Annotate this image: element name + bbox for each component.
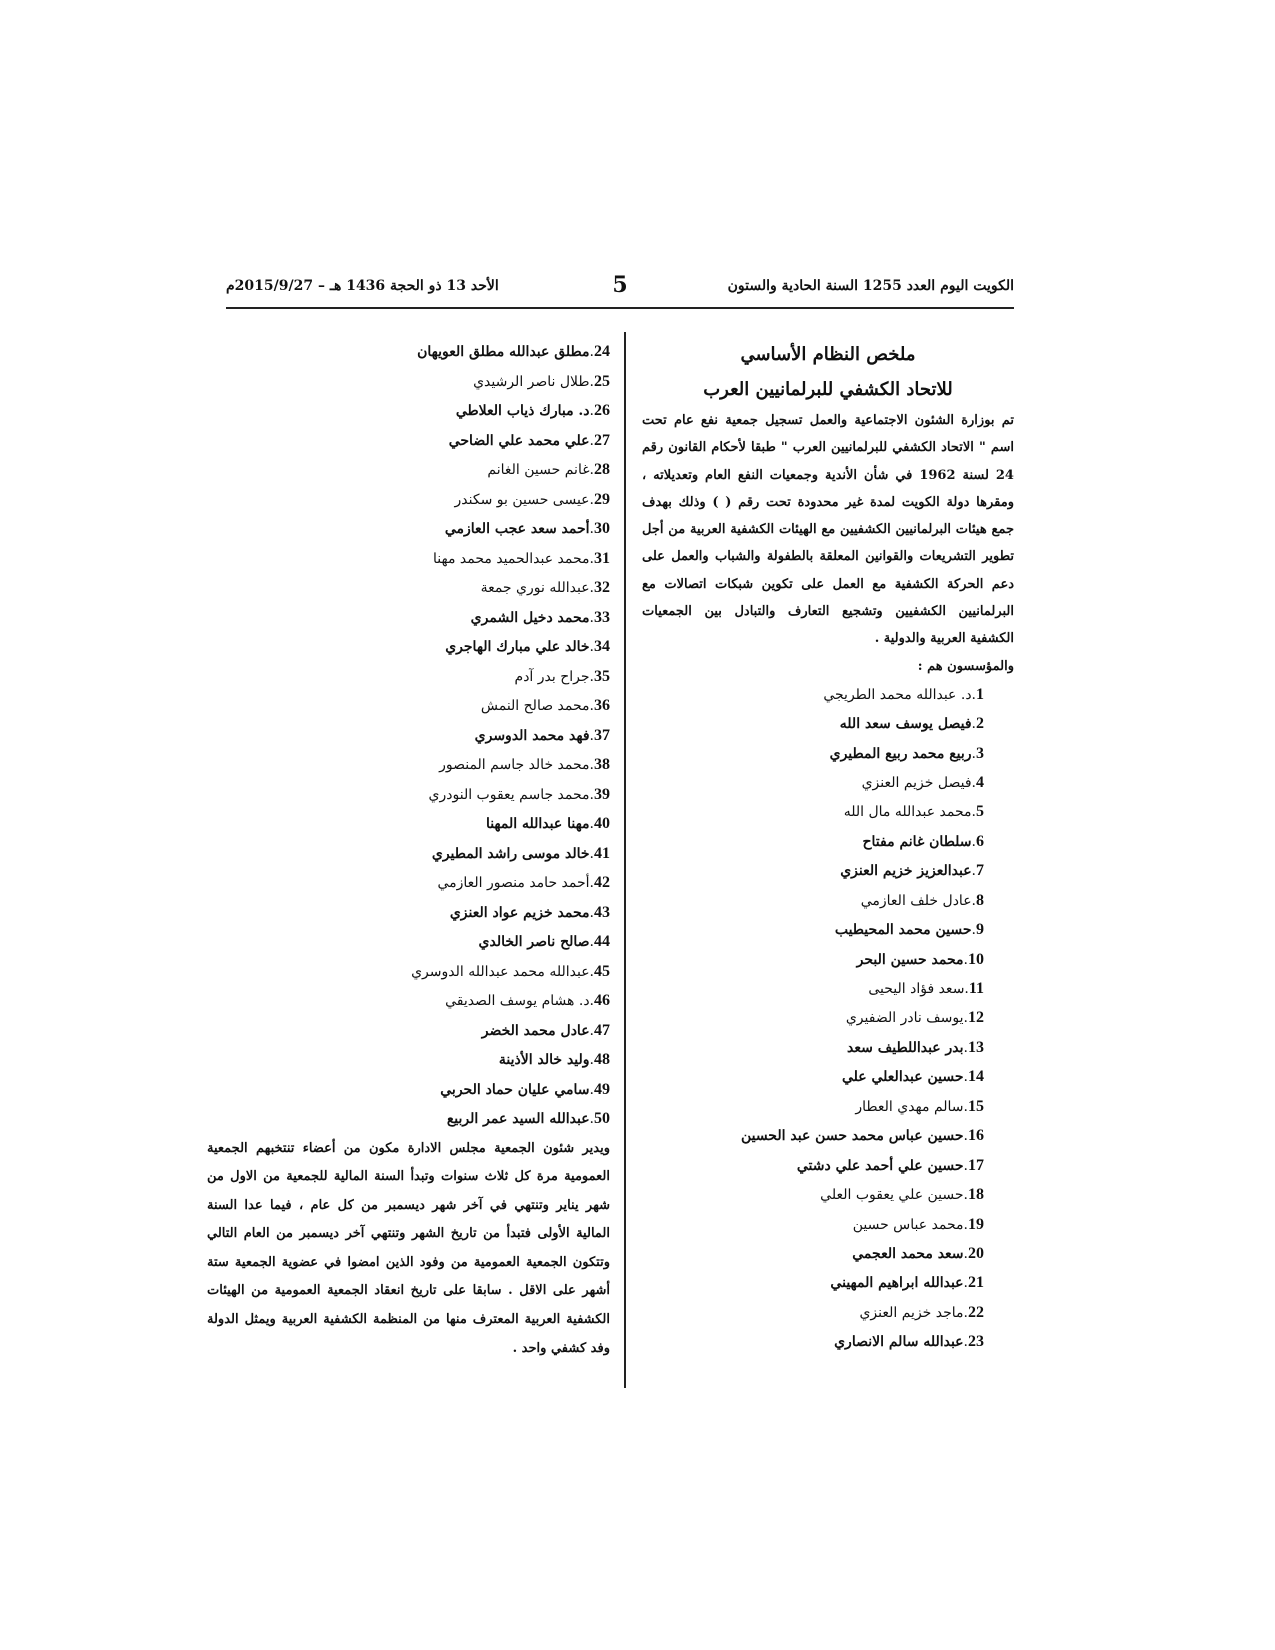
founder-number: 18: [968, 1186, 984, 1204]
founder-name: عبدالله السيد عمر الربيع: [446, 1111, 590, 1127]
founders-list-part-2: [207, 337, 610, 1134]
founder-item: [207, 396, 610, 426]
founder-item: [642, 1033, 1014, 1062]
founder-separator: .: [589, 1111, 594, 1127]
founder-separator: .: [971, 863, 976, 880]
founder-item: [207, 426, 610, 456]
founder-separator: .: [963, 1128, 968, 1145]
founder-name: حسين علي أحمد علي دشتي: [796, 1157, 964, 1174]
left-column: [207, 337, 610, 1363]
founder-name: خالد موسى راشد المطيري: [431, 845, 590, 862]
founder-item: [207, 927, 610, 957]
founder-name: سامي عليان حماد الحربي: [440, 1081, 590, 1098]
founder-item: [207, 1104, 610, 1134]
founder-separator: .: [971, 716, 976, 733]
founder-separator: .: [589, 757, 594, 773]
founder-name: محمد جاسم يعقوب النودري: [428, 786, 590, 803]
founder-name: عيسى حسين بو سكندر: [454, 491, 590, 508]
founder-item: [207, 780, 610, 810]
founder-item: [642, 1298, 1014, 1327]
founder-name: فهد محمد الدوسري: [474, 727, 590, 744]
closing-paragraph: ويدير شئون الجمعية مجلس الادارة مكون من أعضاء تنتخبهم الجمعية العمومية مرة كل ثلاث سنوات وتبدأ السنة المالية للجمعية من الاول من شهر يناير وتنتهي في آخر شهر ديسمبر من كل عام ، فيما عدا السنة المالية الأولى فتبدأ من تاريخ الشهر وتنتهي آخر ديسمبر من العام التالي وتتكون الجمعية العمومية من وفود الذين امضوا في عضوية الجمعية ستة أشهر على الاقل . سابقا على تاريخ انعقاد الجمعية العمومية من الهيئات الكشفية العربية المعترف منها من المنظمة الكشفية العربية ويمثل الدولة وفد كشفي واحد .: [207, 1140, 610, 1356]
founder-item: [642, 739, 1014, 768]
founder-name: خالد علي مبارك الهاجري: [445, 639, 590, 655]
founder-item: [207, 455, 610, 485]
founder-item: [642, 680, 1014, 709]
founder-item: [207, 986, 610, 1016]
founder-number: 25: [594, 372, 610, 390]
founder-number: 19: [968, 1215, 984, 1233]
founder-number: 46: [594, 992, 610, 1009]
founder-item: [207, 1075, 610, 1105]
founder-item: [642, 1121, 1014, 1150]
founder-item: [207, 750, 610, 780]
founder-separator: .: [589, 993, 594, 1009]
founder-name: أحمد حامد منصور العازمي: [437, 875, 590, 891]
founder-separator: .: [971, 892, 976, 909]
founder-name: عبدالله نوري جمعة: [480, 580, 590, 596]
founder-name: حسين عبدالعلي علي: [841, 1069, 964, 1086]
founder-name: محمد صالح النمش: [480, 698, 590, 714]
founder-number: 11: [968, 980, 984, 998]
founder-name: ماجد خزيم العنزي: [859, 1304, 964, 1321]
founder-separator: .: [971, 745, 976, 762]
founder-item: [207, 367, 610, 397]
founder-separator: .: [971, 804, 976, 821]
founder-name: أحمد سعد عجب العازمي: [444, 521, 590, 537]
founder-separator: .: [963, 1010, 968, 1027]
founder-item: [207, 1016, 610, 1046]
founder-item: [642, 1239, 1014, 1268]
founder-separator: .: [971, 922, 976, 939]
founder-number: 3: [976, 744, 984, 762]
founder-number: 40: [594, 815, 610, 832]
founder-item: [642, 1210, 1014, 1239]
founder-name: يوسف نادر الضفيري: [845, 1010, 964, 1027]
founder-number: 20: [968, 1244, 984, 1262]
founder-item: [207, 544, 610, 574]
article-title: ملخص النظام الأساسي: [740, 344, 916, 365]
founder-item: [207, 721, 610, 751]
founder-separator: .: [589, 550, 594, 567]
founder-number: 42: [594, 874, 610, 891]
founder-item: [207, 1045, 610, 1075]
founder-separator: .: [963, 1098, 968, 1115]
founder-separator: .: [589, 639, 594, 655]
founder-item: [207, 485, 610, 515]
issue-date: الأحد 13 ذو الحجة 1436 هـ – 2015/9/27م: [226, 278, 499, 294]
founder-name: عبدالله ابراهيم المهيني: [830, 1275, 964, 1292]
founder-number: 45: [594, 962, 610, 980]
founder-number: 49: [594, 1080, 610, 1098]
founder-separator: .: [964, 981, 969, 998]
founder-separator: .: [589, 1081, 594, 1098]
founder-separator: .: [963, 951, 968, 968]
founder-number: 39: [594, 785, 610, 803]
founder-name: عادل خلف العازمي: [860, 892, 972, 909]
founder-name: عادل محمد الخضر: [481, 1022, 590, 1039]
founder-item: [207, 603, 610, 633]
founder-separator: .: [589, 668, 594, 685]
founder-name: حسين محمد المحيطيب: [834, 922, 972, 939]
founder-number: 17: [968, 1156, 984, 1174]
founder-separator: .: [963, 1304, 968, 1321]
founder-separator: .: [963, 1216, 968, 1233]
founder-name: صالح ناصر الخالدي: [478, 934, 590, 950]
founder-number: 26: [594, 402, 610, 419]
founder-item: [207, 514, 610, 544]
founder-item: [207, 337, 610, 367]
founder-item: [642, 974, 1014, 1003]
founder-separator: .: [589, 963, 594, 980]
founder-number: 44: [594, 933, 610, 950]
founder-item: [642, 945, 1014, 974]
founder-name: سلطان غانم مفتاح: [862, 833, 972, 850]
founder-name: سالم مهدي العطار: [855, 1098, 964, 1115]
founder-separator: .: [963, 1245, 968, 1262]
founder-separator: .: [589, 344, 594, 360]
founder-name: محمد عباس حسين: [852, 1216, 964, 1233]
founder-name: علي محمد علي الضاحي: [448, 432, 590, 449]
founder-number: 1: [976, 685, 984, 703]
founder-separator: .: [589, 491, 594, 508]
founder-number: 34: [594, 638, 610, 655]
founder-separator: .: [589, 934, 594, 950]
founder-number: 2: [976, 715, 984, 733]
founder-separator: .: [589, 875, 594, 891]
intro-paragraph: تم بوزارة الشئون الاجتماعية والعمل تسجيل جمعية نفع عام تحت اسم " الاتحاد الكشفي للبرلمانيين العرب " طبقا لأحكام القانون رقم 24 لسنة 1962 في شأن الأندية وجمعيات النفع العام وتعديلاته ، ومقرها دولة الكويت لمدة غير محدودة تحت رقم ( ) وذلك بهدف جمع هيئات البرلمانيين الكشفيين مع الهيئات الكشفية العربية من أجل تطوير التشريعات والقوانين المعلقة بالطفولة والشباب والعمل على دعم الحركة الكشفية مع العمل على تكوين شبكات اتصالات مع البرلمانيين الكشفيين وتشجيع التعارف والتبادل بين الجمعيات الكشفية العربية والدولية .: [642, 413, 1014, 647]
founder-item: [642, 915, 1014, 944]
founder-separator: .: [963, 1334, 968, 1351]
founder-number: 22: [968, 1303, 984, 1321]
founder-number: 31: [594, 549, 610, 567]
founder-name: طلال ناصر الرشيدي: [473, 373, 590, 390]
founder-number: 23: [968, 1333, 984, 1351]
founder-separator: .: [971, 686, 976, 703]
founder-separator: .: [589, 462, 594, 478]
founder-item: [207, 957, 610, 987]
founder-separator: .: [971, 833, 976, 850]
founder-number: 13: [968, 1038, 984, 1056]
founder-item: [207, 868, 610, 898]
founder-name: مهنا عبدالله المهنا: [485, 816, 590, 832]
founder-number: 35: [594, 667, 610, 685]
founder-item: [207, 632, 610, 662]
founder-number: 10: [968, 950, 984, 968]
column-divider: [624, 332, 626, 1388]
founder-name: د. مبارك ذياب العلاطي: [455, 403, 590, 419]
founder-name: فيصل يوسف سعد الله: [839, 716, 972, 733]
founder-name: محمد عبدالله مال الله: [843, 804, 972, 821]
article-subtitle: للاتحاد الكشفي للبرلمانيين العرب: [703, 379, 953, 400]
founder-number: 8: [976, 891, 984, 909]
founder-separator: .: [971, 774, 976, 791]
founder-separator: .: [589, 432, 594, 449]
founder-item: [642, 1062, 1014, 1091]
founder-separator: .: [589, 373, 594, 390]
founder-separator: .: [589, 580, 594, 596]
header-rule: [226, 307, 1014, 309]
founder-number: 6: [976, 832, 984, 850]
founder-item: [207, 898, 610, 928]
founder-number: 43: [594, 903, 610, 921]
founder-name: جراح بدر آدم: [514, 668, 590, 685]
founder-name: محمد عبدالحميد محمد مهنا: [433, 550, 590, 567]
founder-item: [642, 886, 1014, 915]
founder-item: [642, 856, 1014, 885]
issue-info: الكويت اليوم العدد 1255 السنة الحادية والستون: [727, 278, 1014, 294]
founder-number: 36: [594, 697, 610, 714]
founder-name: محمد دخيل الشمري: [470, 609, 590, 626]
founder-number: 28: [594, 461, 610, 478]
founder-item: [207, 839, 610, 869]
founder-item: [642, 1180, 1014, 1209]
founder-separator: .: [589, 904, 594, 921]
founder-number: 5: [976, 803, 984, 821]
founder-item: [207, 573, 610, 603]
founder-separator: .: [589, 727, 594, 744]
founder-separator: .: [963, 1187, 968, 1204]
founder-name: غانم حسين الغانم: [487, 462, 590, 478]
founder-number: 4: [976, 773, 984, 791]
founder-separator: .: [589, 845, 594, 862]
founder-separator: .: [589, 786, 594, 803]
page-number: 5: [612, 272, 628, 298]
founder-name: حسين عباس محمد حسن عبد الحسين: [740, 1128, 964, 1145]
founder-number: 37: [594, 726, 610, 744]
founder-name: بدر عبداللطيف سعد: [847, 1039, 964, 1056]
founder-number: 9: [976, 921, 984, 939]
founder-separator: .: [589, 1052, 594, 1068]
founder-item: [642, 827, 1014, 856]
founder-number: 14: [968, 1068, 984, 1086]
founder-name: محمد خالد جاسم المنصور: [439, 757, 590, 773]
founder-number: 12: [968, 1009, 984, 1027]
founder-item: [642, 709, 1014, 738]
founder-number: 47: [594, 1021, 610, 1039]
founder-separator: .: [963, 1039, 968, 1056]
founder-item: [642, 768, 1014, 797]
founder-number: 21: [968, 1274, 984, 1292]
page-header: [226, 274, 1014, 302]
founder-item: [207, 691, 610, 721]
founder-name: فيصل خزيم العنزي: [861, 774, 972, 791]
founder-separator: .: [589, 1022, 594, 1039]
founder-number: 38: [594, 756, 610, 773]
founder-number: 27: [594, 431, 610, 449]
founder-number: 50: [594, 1110, 610, 1127]
founder-item: [207, 809, 610, 839]
founder-number: 48: [594, 1051, 610, 1068]
founder-separator: .: [963, 1069, 968, 1086]
founder-name: سعد محمد العجمي: [852, 1245, 964, 1262]
founder-separator: .: [589, 698, 594, 714]
founder-item: [642, 1327, 1014, 1356]
founder-name: عبدالله محمد عبدالله الدوسري: [411, 963, 590, 980]
founder-number: 15: [968, 1097, 984, 1115]
founder-separator: .: [963, 1157, 968, 1174]
founder-number: 33: [594, 608, 610, 626]
founder-number: 24: [594, 343, 610, 360]
founder-name: عبدالله سالم الانصاري: [834, 1334, 964, 1351]
founder-name: حسين علي يعقوب العلي: [820, 1187, 964, 1204]
founder-name: ربيع محمد ربيع المطيري: [829, 745, 972, 762]
founder-separator: .: [589, 609, 594, 626]
founder-number: 29: [594, 490, 610, 508]
founder-item: [642, 1268, 1014, 1297]
founder-name: سعد فؤاد اليحيى: [868, 981, 965, 998]
founder-name: عبدالعزيز خزيم العنزي: [840, 863, 972, 880]
founder-number: 32: [594, 579, 610, 596]
founders-list-part-1: [642, 680, 1014, 1357]
founder-item: [642, 1092, 1014, 1121]
founder-item: [207, 662, 610, 692]
founder-item: [642, 1003, 1014, 1032]
founder-item: [642, 797, 1014, 826]
founder-separator: .: [589, 403, 594, 419]
founder-number: 41: [594, 844, 610, 862]
founders-label: والمؤسسون هم :: [917, 658, 1014, 674]
founder-name: د. هشام يوسف الصديقي: [445, 993, 590, 1009]
founder-separator: .: [589, 816, 594, 832]
founder-separator: .: [589, 521, 594, 537]
founder-number: 16: [968, 1127, 984, 1145]
founder-name: وليد خالد الأذينة: [498, 1052, 590, 1068]
founder-item: [642, 1151, 1014, 1180]
founder-name: محمد خزيم عواد العنزي: [449, 904, 590, 921]
founder-name: محمد حسين البحر: [856, 951, 964, 968]
founder-name: د. عبدالله محمد الطريجي: [823, 686, 972, 703]
founder-number: 30: [594, 520, 610, 537]
founder-number: 7: [976, 862, 984, 880]
founder-name: مطلق عبدالله مطلق العويهان: [417, 344, 590, 360]
founder-separator: .: [963, 1275, 968, 1292]
right-column: [642, 337, 1014, 1357]
